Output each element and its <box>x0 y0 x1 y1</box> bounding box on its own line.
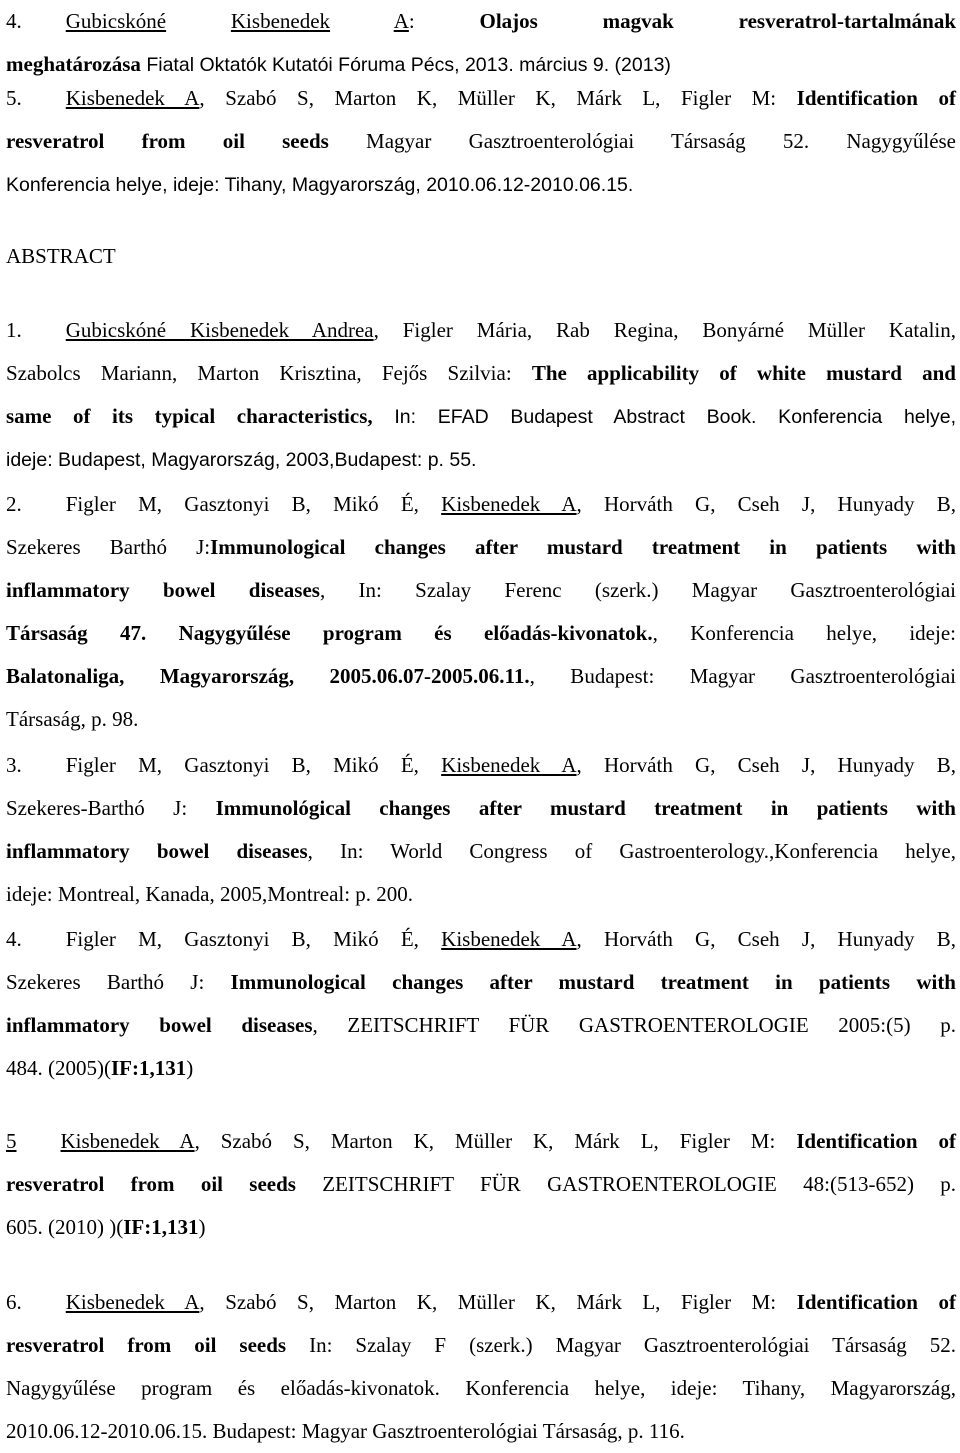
reference-line <box>6 0 956 43</box>
section-heading-abstract: ABSTRACT <box>6 244 116 268</box>
text-run: 2. <box>6 492 22 516</box>
text-run: , Figler Mária, Rab Regina, Bonyárné Müller Katalin, <box>373 318 956 342</box>
text-run: , In: World Congress of Gastroenterology.,Konferencia helye, <box>307 839 956 863</box>
text-run: , In: Szalay Ferenc (szerk.) Magyar Gasztroenterológiai <box>319 578 956 602</box>
reference-line <box>6 1120 956 1163</box>
bold-title: inflammatory bowel diseases <box>6 1013 313 1037</box>
reference-line <box>6 1324 956 1367</box>
author-highlight: Kisbenedek A <box>65 1290 200 1314</box>
bold-title: same of its typical characteristics, <box>6 404 373 428</box>
reference-entry <box>6 1281 956 1453</box>
text-run: Figler M, Gasztonyi B, Mikó É, <box>65 753 442 777</box>
text-run: : <box>408 9 480 33</box>
text-run: , Budapest: Magyar Gasztroenterológiai <box>529 664 957 688</box>
bold-title: Immunological changes after mustard treatment in patients with <box>230 970 956 994</box>
text-run: , Horváth G, Cseh J, Hunyady B, <box>576 927 956 951</box>
bold-title: resveratrol-tartalmának <box>738 9 957 33</box>
reference-entry <box>6 1120 956 1249</box>
bold-title: resveratrol from oil seeds <box>6 1172 296 1196</box>
reference-line <box>6 830 956 873</box>
text-run: 605. (2010) )( <box>6 1215 124 1239</box>
text-run: ) <box>186 1056 194 1080</box>
reference-line <box>6 483 956 526</box>
reference-line <box>6 309 956 352</box>
reference-line <box>6 873 956 916</box>
text-run: Szekeres-Barthó J: <box>6 796 216 820</box>
text-run: 484. (2005)( <box>6 1056 111 1080</box>
text-run: Figler M, Gasztonyi B, Mikó É, <box>65 927 442 951</box>
reference-entry <box>6 918 956 1090</box>
text-run: , Szabó S, Marton K, Müller K, Márk L, Figler M: <box>194 1129 797 1153</box>
text-run: ideje: Montreal, Kanada, 2005,Montreal: p. 200. <box>6 882 414 906</box>
text-run: Szabolcs Mariann, Marton Krisztina, Fejős Szilvia: <box>6 361 532 385</box>
author-highlight: Gubicskóné <box>65 9 167 33</box>
text-run: , Szabó S, Marton K, Müller K, Márk L, Figler M: <box>199 1290 797 1314</box>
reference-line <box>6 438 956 481</box>
bold-title: Identification of <box>796 1290 957 1314</box>
reference-entry <box>6 0 956 86</box>
bold-title: IF:1,131 <box>123 1215 199 1239</box>
bold-title: inflammatory bowel diseases <box>6 578 320 602</box>
bold-title: Olajos <box>479 9 538 33</box>
author-highlight: A <box>393 9 409 33</box>
text-run <box>330 9 394 33</box>
reference-line <box>6 163 956 206</box>
text-run: , Horváth G, Cseh J, Hunyady B, <box>576 492 956 516</box>
reference-line <box>6 744 956 787</box>
text-run <box>166 9 231 33</box>
reference-line <box>6 787 956 830</box>
bold-title: Immunológical changes after mustard treatment in patients with <box>215 796 956 820</box>
reference-entry <box>6 744 956 916</box>
text-run: ZEITSCHRIFT FÜR GASTROENTEROLOGIE 48:(513-652) p. <box>295 1172 956 1196</box>
text-run: 6. <box>6 1290 22 1314</box>
text-run <box>538 9 603 33</box>
bold-title: magvak <box>602 9 674 33</box>
reference-line <box>6 918 956 961</box>
reference-line <box>6 395 956 438</box>
reference-line <box>6 961 956 1004</box>
text-run: Konferencia helye, ideje: Tihany, Magyarország, 2010.06.12-2010.06.15. <box>6 174 634 196</box>
author-highlight: Kisbenedek A <box>441 927 577 951</box>
text-run: , Konferencia helye, ideje: <box>652 621 956 645</box>
author-highlight: Kisbenedek <box>230 9 331 33</box>
bold-title: resveratrol from oil seeds <box>6 129 329 153</box>
reference-line <box>6 1163 956 1206</box>
reference-line <box>6 120 956 163</box>
reference-line <box>6 612 956 655</box>
bold-title: Balatonaliga, Magyarország, 2005.06.07-2005.06.11. <box>6 664 530 688</box>
text-run: Fiatal Oktatók Kutatói Fóruma Pécs, 2013. március 9. (2013) <box>140 54 671 76</box>
text-run: Magyar Gasztroenterológiai Társaság 52. Nagygyűlése <box>328 129 957 153</box>
reference-line <box>6 77 956 120</box>
text-run: 1. <box>6 318 22 342</box>
reference-entry <box>6 309 956 481</box>
text-run: , ZEITSCHRIFT FÜR GASTROENTEROLOGIE 2005:(5) p. <box>312 1013 956 1037</box>
reference-line <box>6 655 956 698</box>
bold-title: IF:1,131 <box>110 1056 187 1080</box>
bold-title: Immunological changes after mustard treatment in patients with <box>210 535 956 559</box>
text-run: , Szabó S, Marton K, Müller K, Márk L, Figler M: <box>199 86 797 110</box>
text-run: In: Szalay F (szerk.) Magyar Gasztroenterológiai Társaság 52. <box>286 1333 957 1357</box>
text-run: ) <box>198 1215 206 1239</box>
reference-line <box>6 1367 956 1410</box>
reference-line <box>6 1047 956 1090</box>
reference-line <box>6 1004 956 1047</box>
bold-title: Társaság 47. Nagygyűlése program és előadás-kivonatok. <box>6 621 653 645</box>
text-run: Társaság, p. 98. <box>6 707 139 731</box>
author-highlight: Kisbenedek A <box>65 86 200 110</box>
text-run: Szekeres Barthó J: <box>6 535 211 559</box>
text-run: Figler M, Gasztonyi B, Mikó É, <box>65 492 442 516</box>
text-run: Szekeres Barthó J: <box>6 970 231 994</box>
author-highlight: Kisbenedek A <box>441 492 577 516</box>
text-run: 4. <box>6 9 22 33</box>
reference-line <box>6 569 956 612</box>
reference-line <box>6 352 956 395</box>
author-highlight: Gubicskóné Kisbenedek Andrea <box>65 318 374 342</box>
bold-title: Identification of <box>796 86 957 110</box>
author-highlight: 5 <box>6 1129 17 1153</box>
bold-title: inflammatory bowel diseases <box>6 839 308 863</box>
text-run: ideje: Budapest, Magyarország, 2003,Budapest: p. 55. <box>6 449 477 471</box>
reference-line <box>6 1281 956 1324</box>
text-run: 3. <box>6 753 22 777</box>
reference-entry <box>6 483 956 741</box>
author-highlight: Kisbenedek A <box>60 1129 195 1153</box>
bold-title: Identification of <box>796 1129 956 1153</box>
text-run: In: EFAD Budapest Abstract Book. Konferencia helye, <box>372 406 956 428</box>
text-run: 2010.06.12-2010.06.15. Budapest: Magyar Gasztroenterológiai Társaság, p. 116. <box>6 1419 685 1443</box>
bold-title: The applicability of white mustard and <box>531 361 956 385</box>
text-run: Nagygyűlése program és előadás-kivonatok. Konferencia helye, ideje: Tihany, Magyarország, <box>6 1376 956 1400</box>
text-run: 4. <box>6 927 22 951</box>
text-run: , Horváth G, Cseh J, Hunyady B, <box>576 753 956 777</box>
bold-title: meghatározása <box>6 52 141 76</box>
author-highlight: Kisbenedek A <box>441 753 577 777</box>
bold-title: resveratrol from oil seeds <box>6 1333 287 1357</box>
reference-line <box>6 1410 956 1453</box>
reference-line <box>6 526 956 569</box>
reference-entry <box>6 77 956 206</box>
text-run <box>674 9 739 33</box>
reference-line <box>6 1206 956 1249</box>
reference-line <box>6 698 956 741</box>
text-run: 5. <box>6 86 22 110</box>
